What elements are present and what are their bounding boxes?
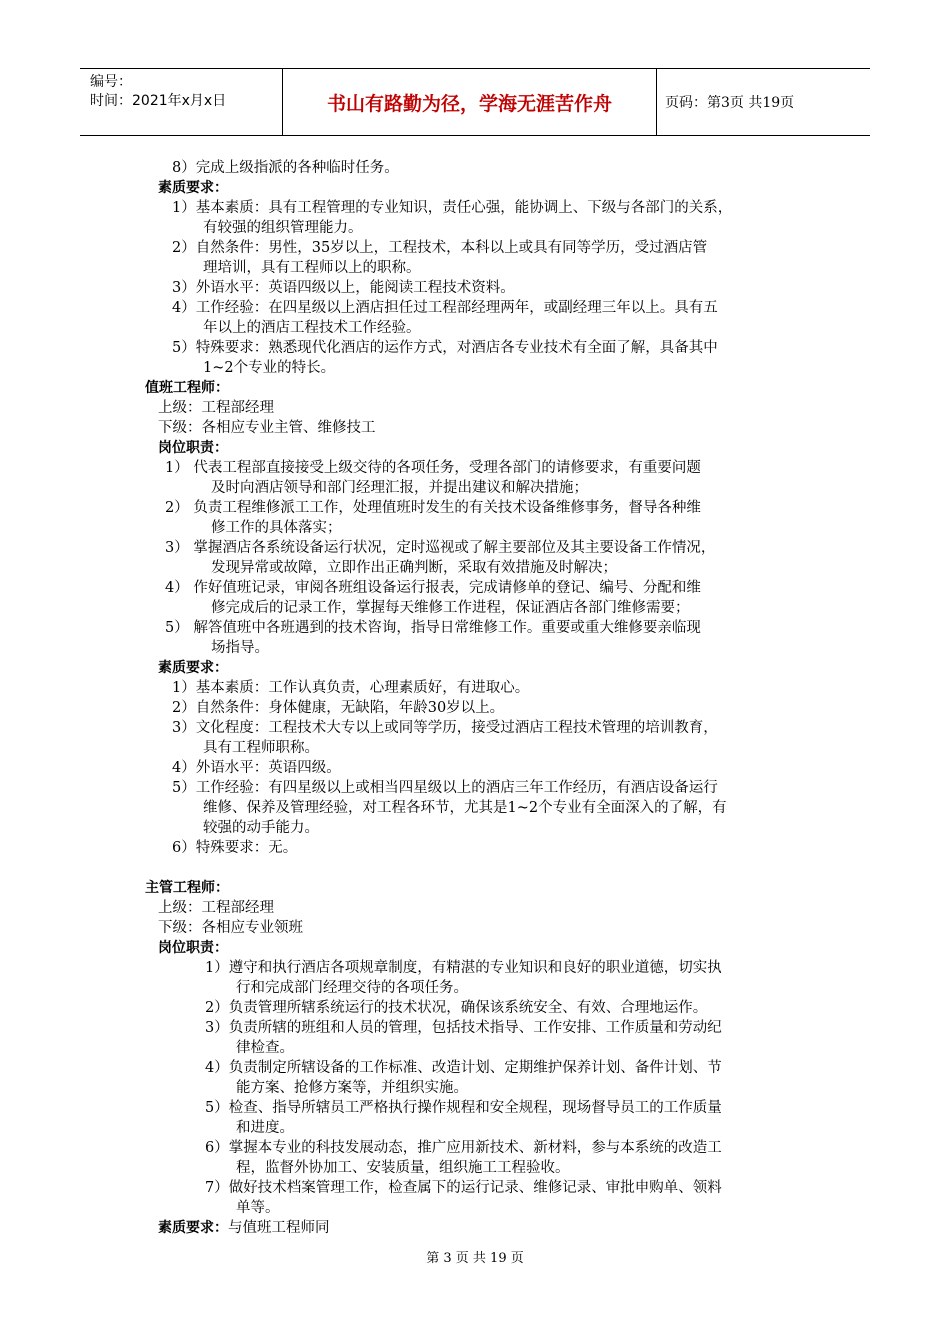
line-text: 5）工作经验：有四星级以上或相当四星级以上的酒店三年工作经历，有酒店设备运行 <box>172 780 718 796</box>
line-text: 8）完成上级指派的各种临时任务。 <box>172 160 399 176</box>
line-text: 6）特殊要求：无。 <box>172 840 298 856</box>
line-text: 4）工作经验：在四星级以上酒店担任过工程部经理两年，或副经理三年以上。具有五 <box>172 300 718 316</box>
text-line <box>158 398 274 418</box>
line-text: 场指导。 <box>211 640 269 656</box>
text-line <box>172 198 732 218</box>
line-text: 律检查。 <box>236 1040 294 1056</box>
text-line <box>172 698 504 718</box>
section-heading <box>145 878 229 898</box>
line-text: 3）文化程度：工程技术大专以上或同等学历，接受过酒店工程技术管理的培训教育， <box>172 720 718 736</box>
line-text: 2）自然条件：身体健康，无缺陷，年龄30岁以上。 <box>172 700 505 716</box>
line-text: 修工作的具体落实； <box>211 520 342 536</box>
text-line <box>205 1178 722 1198</box>
text-line <box>236 1158 570 1178</box>
line-text: 3）负责所辖的班组和人员的管理，包括技术指导、工作安排、工作质量和劳动纪 <box>205 1020 722 1036</box>
text-line <box>203 358 335 378</box>
line-text: 修完成后的记录工作，掌握每天维修工作进程，保证酒店各部门维修需要； <box>211 600 690 616</box>
line-text: 行和完成部门经理交待的各项任务。 <box>236 980 468 996</box>
heading-suffix-text: 与值班工程师同 <box>228 1220 330 1236</box>
text-line <box>203 818 319 838</box>
line-text: 5）检查、指导所辖员工严格执行操作规程和安全规程，现场督导员工的工作质量 <box>205 1100 722 1116</box>
text-line <box>172 338 718 358</box>
line-text: 下级：各相应专业主管、维修技工 <box>158 420 376 436</box>
text-line <box>211 638 269 658</box>
line-text: 较强的动手能力。 <box>203 820 319 836</box>
text-line <box>236 1078 468 1098</box>
text-line <box>205 998 707 1018</box>
line-text: 程，监督外协加工、安装质量，组织施工工程验收。 <box>236 1160 570 1176</box>
line-text: 5） 解答值班中各班遇到的技术咨询，指导日常维修工作。重要或重大维修要亲临现 <box>165 620 701 636</box>
text-line <box>205 1138 722 1158</box>
line-text: 1）遵守和执行酒店各项规章制度，有精湛的专业知识和良好的职业道德，切实执 <box>205 960 722 976</box>
line-text: 和进度。 <box>236 1120 294 1136</box>
heading-text: 主管工程师： <box>145 880 229 896</box>
text-line <box>172 238 707 258</box>
heading-text: 岗位职责： <box>158 440 228 456</box>
line-text: 6）掌握本专业的科技发展动态，推广应用新技术、新材料，参与本系统的改造工 <box>205 1140 722 1156</box>
line-text: 发现异常或故障，立即作出正确判断，采取有效措施及时解决； <box>211 560 617 576</box>
text-line <box>236 1118 294 1138</box>
text-line <box>165 498 701 518</box>
line-text: 1）基本素质：工作认真负责，心理素质好，有进取心。 <box>172 680 530 696</box>
line-text: 2）负责管理所辖系统运行的技术状况，确保该系统安全、有效、合理地运作。 <box>205 1000 708 1016</box>
text-line <box>211 478 588 498</box>
line-text: 5）特殊要求：熟悉现代化酒店的运作方式，对酒店各专业技术有全面了解，具备其中 <box>172 340 718 356</box>
text-line <box>205 1098 722 1118</box>
line-text: 上级：工程部经理 <box>158 900 274 916</box>
line-text: 年以上的酒店工程技术工作经验。 <box>203 320 421 336</box>
text-line <box>158 918 303 938</box>
heading-text: 岗位职责： <box>158 940 228 956</box>
text-line <box>172 718 718 738</box>
header-motto: 书山有路勤为径，学海无涯苦作舟 <box>283 69 657 135</box>
line-text: 维修、保养及管理经验，对工程各环节，尤其是1~2个专业有全面深入的了解，有 <box>203 800 727 816</box>
text-line <box>165 578 701 598</box>
text-line <box>158 898 274 918</box>
text-line <box>211 518 342 538</box>
page-header <box>80 68 870 136</box>
page-footer: 第 3 页 共 19 页 <box>426 1251 524 1266</box>
heading-text: 素质要求： <box>158 180 228 196</box>
section-heading <box>145 378 229 398</box>
header-meta <box>80 69 283 135</box>
text-line <box>172 838 297 858</box>
line-text: 4）外语水平：英语四级。 <box>172 760 341 776</box>
section-heading <box>158 658 228 678</box>
line-text: 及时向酒店领导和部门经理汇报，并提出建议和解决措施； <box>211 480 588 496</box>
line-text: 3）外语水平：英语四级以上，能阅读工程技术资料。 <box>172 280 515 296</box>
text-line <box>211 558 617 578</box>
text-line <box>205 1058 722 1078</box>
text-line <box>172 298 718 318</box>
line-text: 4） 作好值班记录，审阅各班组设备运行报表，完成请修单的登记、编号、分配和维 <box>165 580 701 596</box>
text-line <box>203 738 319 758</box>
line-text: 上级：工程部经理 <box>158 400 274 416</box>
text-line <box>203 318 421 338</box>
text-line <box>165 618 701 638</box>
text-line <box>172 758 341 778</box>
header-number: 编号： <box>90 74 132 90</box>
section-heading <box>158 438 228 458</box>
line-text: 4）负责制定所辖设备的工作标准、改造计划、定期维护保养计划、备件计划、节 <box>205 1060 722 1076</box>
line-text: 1）基本素质：具有工程管理的专业知识，责任心强，能协调上、下级与各部门的关系， <box>172 200 733 216</box>
header-page-number: 页码：第3页 共19页 <box>665 95 795 111</box>
header-date: 时间：2021年x月x日 <box>90 93 227 109</box>
text-line <box>158 418 376 438</box>
heading-text: 值班工程师： <box>145 380 229 396</box>
section-heading <box>158 178 228 198</box>
text-line <box>236 978 468 998</box>
text-line <box>172 278 515 298</box>
section-heading <box>158 938 228 958</box>
text-line <box>236 1038 294 1058</box>
line-text: 7）做好技术档案管理工作，检查属下的运行记录、维修记录、审批申购单、领料 <box>205 1180 722 1196</box>
text-line <box>236 1198 280 1218</box>
heading-text: 素质要求： <box>158 1220 228 1236</box>
section-heading <box>158 1218 330 1238</box>
line-text: 3） 掌握酒店各系统设备运行状况，定时巡视或了解主要部位及其主要设备工作情况， <box>165 540 716 556</box>
text-line <box>203 258 421 278</box>
line-text: 能方案、抢修方案等，并组织实施。 <box>236 1080 468 1096</box>
heading-text: 素质要求： <box>158 660 228 676</box>
line-text: 有较强的组织管理能力。 <box>203 220 363 236</box>
text-line <box>205 958 722 978</box>
line-text: 1~2个专业的特长。 <box>203 360 336 376</box>
text-line <box>165 458 701 478</box>
line-text: 下级：各相应专业领班 <box>158 920 303 936</box>
text-line <box>172 778 718 798</box>
line-text: 具有工程师职称。 <box>203 740 319 756</box>
line-text: 2）自然条件：男性，35岁以上，工程技术，本科以上或具有同等学历，受过酒店管 <box>172 240 708 256</box>
line-text: 理培训，具有工程师以上的职称。 <box>203 260 421 276</box>
text-line <box>203 798 727 818</box>
text-line <box>165 538 715 558</box>
text-line <box>211 598 690 618</box>
text-line <box>172 678 529 698</box>
line-text: 单等。 <box>236 1200 280 1216</box>
text-line <box>205 1018 722 1038</box>
text-line <box>172 158 399 178</box>
text-line <box>203 218 363 238</box>
line-text: 1） 代表工程部直接接受上级交待的各项任务，受理各部门的请修要求，有重要问题 <box>165 460 701 476</box>
line-text: 2） 负责工程维修派工工作，处理值班时发生的有关技术设备维修事务，督导各种维 <box>165 500 701 516</box>
